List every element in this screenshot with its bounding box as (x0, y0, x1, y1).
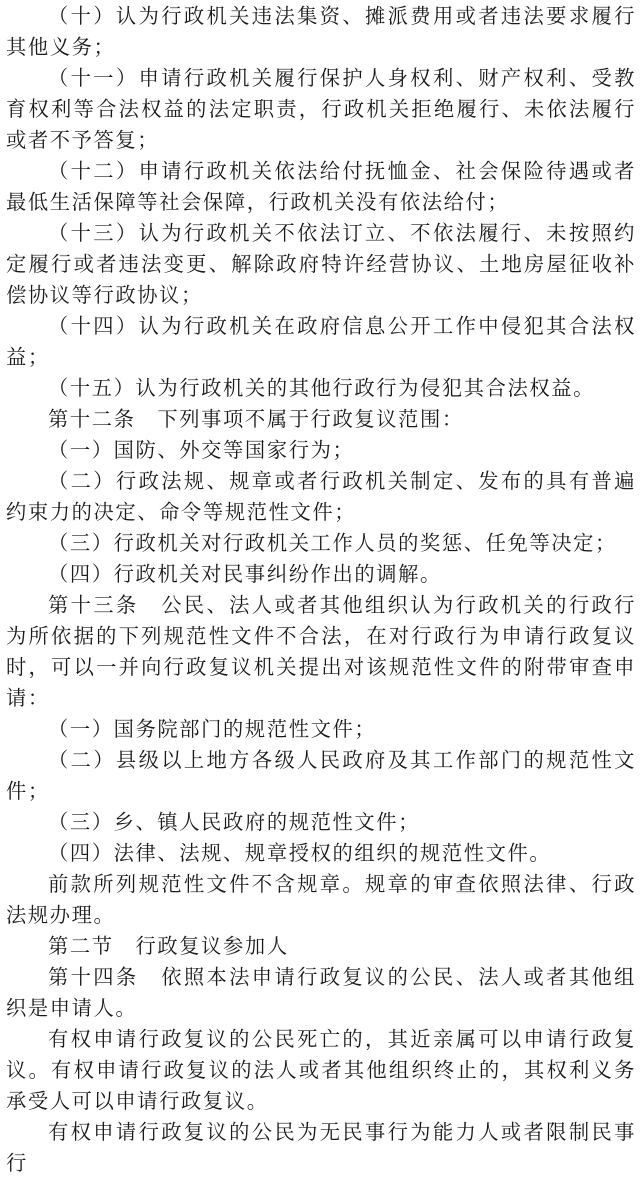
article-12-item-3: （三）行政机关对行政机关工作人员的奖惩、任免等决定； (48, 531, 617, 555)
article-13-item-1: （一）国务院部门的规范性文件； (48, 717, 377, 741)
article-13-heading: 第十三条 公民、法人或者其他组织认为行政机关的行政行为所依据的下列规范性文件不合法，在对行政行为申请行政复议时，可以一并向行政复议机关提出对该规范性文件的附带审查申请： (6, 593, 636, 710)
paragraph-item-15: （十五）认为行政机关的其他行政行为侵犯其合法权益。 (48, 376, 596, 400)
paragraph-item-13: （十三）认为行政机关不依法订立、不依法履行、未按照约定履行或者违法变更、解除政府特许经营协议、土地房屋征收补偿协议等行政协议； (6, 221, 636, 307)
article-14-heading: 第十四条 依照本法申请行政复议的公民、法人或者其他组织是申请人。 (6, 965, 636, 1020)
article-13-note: 前款所列规范性文件不含规章。规章的审查依照法律、行政法规办理。 (6, 872, 636, 927)
article-12-item-1: （一）国防、外交等国家行为； (48, 438, 355, 462)
paragraph-item-10: （十）认为行政机关违法集资、摊派费用或者违法要求履行其他义务； (6, 4, 636, 59)
article-13-item-2: （二）县级以上地方各级人民政府及其工作部门的规范性文件； (6, 748, 636, 803)
document-body (6, 1, 636, 1179)
article-13-item-4: （四）法律、法规、规章授权的组织的规范性文件。 (48, 841, 552, 865)
paragraph-item-12: （十二）申请行政机关依法给付抚恤金、社会保险待遇或者最低生活保障等社会保障，行政机关没有依法给付； (6, 159, 636, 214)
article-14-paragraph-3: 有权申请行政复议的公民为无民事行为能力人或者限制民事行 (6, 1120, 636, 1175)
section-2-heading: 第二节 行政复议参加人 (48, 934, 289, 958)
article-13-item-3: （三）乡、镇人民政府的规范性文件； (48, 810, 420, 834)
article-12-item-4: （四）行政机关对民事纠纷作出的调解。 (48, 562, 442, 586)
paragraph-item-14: （十四）认为行政机关在政府信息公开工作中侵犯其合法权益； (6, 314, 636, 369)
article-12-heading: 第十二条 下列事项不属于行政复议范围： (48, 407, 464, 431)
article-14-paragraph-2: 有权申请行政复议的公民死亡的，其近亲属可以申请行政复议。有权申请行政复议的法人或者其他组织终止的，其权利义务承受人可以申请行政复议。 (6, 1027, 636, 1113)
article-12-item-2: （二）行政法规、规章或者行政机关制定、发布的具有普遍约束力的决定、命令等规范性文件； (6, 469, 636, 524)
paragraph-item-11: （十一）申请行政机关履行保护人身权利、财产权利、受教育权利等合法权益的法定职责，行政机关拒绝履行、未依法履行或者不予答复； (6, 66, 636, 152)
